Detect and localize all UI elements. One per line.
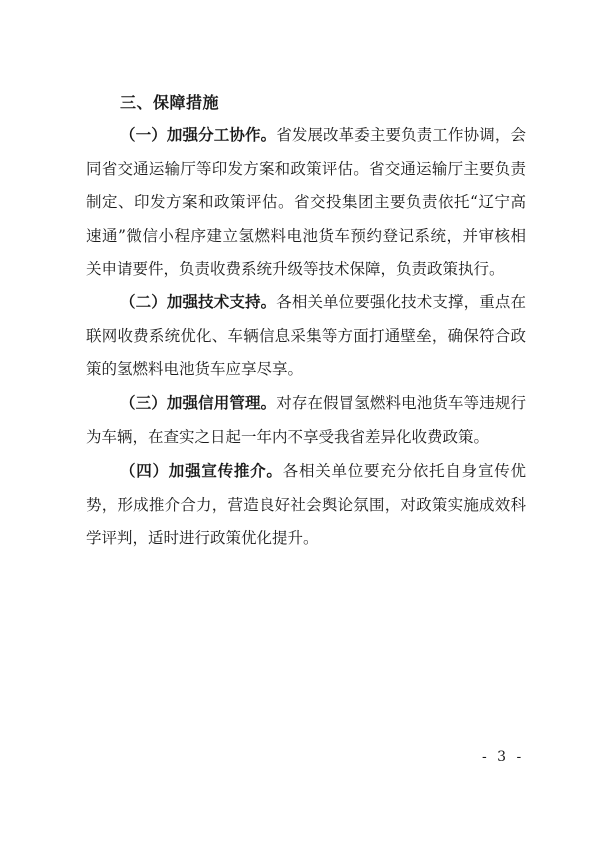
paragraph-body: 省发展改革委主要负责工作协调，会同省交通运输厅等印发方案和政策评估。省交通运输厅主要负责制定、印发方案和政策评估。省交投集团主要负责依托“辽宁高速通”微信小程序建立氢燃料电池货车预约登记系统，并审核相关申请要件，负责收费系统升级等技术保障，负责政策执行。 xyxy=(86,126,526,278)
paragraph-lead: （二）加强技术支持。 xyxy=(120,293,277,311)
paragraph-credit-management xyxy=(86,387,526,454)
paragraph-technical-support xyxy=(86,286,526,387)
paragraph-body: 各相关单位要强化技术支撑，重点在联网收费系统优化、车辆信息采集等方面打通壁垒，确保符合政策的氢燃料电池货车应享尽享。 xyxy=(86,293,526,378)
paragraph-publicity xyxy=(86,455,526,556)
paragraph-division-of-labor xyxy=(86,119,526,287)
paragraph-body: 各相关单位要充分依托自身宣传优势，形成推介合力，营造良好社会舆论氛围，对政策实施成效科学评判，适时进行政策优化提升。 xyxy=(86,462,526,547)
page-number: - 3 - xyxy=(482,749,525,765)
paragraph-body: 对存在假冒氢燃料电池货车等违规行为车辆，在查实之日起一年内不享受我省差异化收费政策。 xyxy=(86,394,526,446)
paragraph-lead: （一）加强分工协作。 xyxy=(120,126,277,144)
paragraph-lead: （四）加强宣传推介。 xyxy=(120,462,283,480)
paragraph-lead: （三）加强信用管理。 xyxy=(120,394,277,412)
section-heading: 三、保障措施 xyxy=(120,93,220,112)
